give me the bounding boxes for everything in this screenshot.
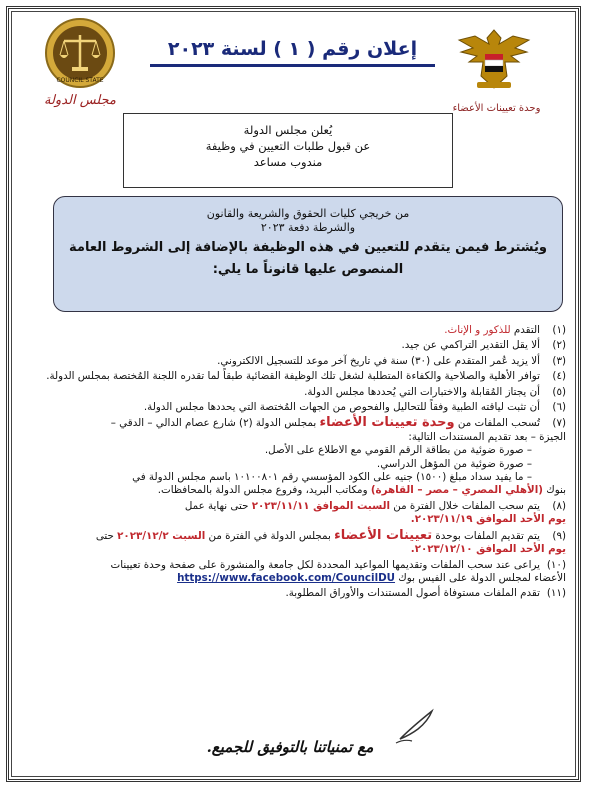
list-item-9: (٩)يتم تقديم الملفات بوحدة تعيينات الأعضاء بمجلس الدولة في الفترة من السبت ٢٠٢٣/١٢/٢ حتى يوم الأحد الموافق ٢٠٢٣/١٢/١٠. <box>95 527 566 556</box>
list-item-8: (٨)يتم سحب الملفات خلال الفترة من السبت الموافق ٢٠٢٣/١١/١١ حتى نهاية عمل يوم الأحد الموافق ٢٠٢٣/١١/١٩. <box>184 499 566 526</box>
box2-line-4: المنصوص عليها قانوناً ما يلي: <box>212 262 404 277</box>
closing-message: مع تمنياتنا بالتوفيق للجميع. <box>206 738 374 756</box>
announcement-title: إعلان رقم ( ١ ) لسنة ٢٠٢٣ <box>150 38 435 67</box>
list-item-1: (١)التقدم للذكور و الإناث. <box>444 324 566 336</box>
list-item-4: (٤)توافر الأهلية والصلاحية والكفاءة المتطلبة لشغل تلك الوظيفة القضائية طبقاً لما تقدره اللجنة المُختصة بمجلس الدولة. <box>46 370 566 383</box>
doc-item-2: – صورة ضوئية من المؤهل الدراسي. <box>376 457 532 470</box>
logo-band-text: COUNCIL STATE <box>56 77 104 84</box>
box1-line-1: يُعلن مجلس الدولة <box>243 123 333 137</box>
conditions-list <box>26 324 566 603</box>
right-caption: وحدة تعيينات الأعضاء <box>452 103 541 114</box>
list-item-10: (١٠)يراعى عند سحب الملفات وتقديمها المواعيد المحددة لكل جامعة والمنشورة على صفحة وحدة تعيينات الأعضاء لمجلس الدولة على الفيس بوك https://www.facebook.com/CouncilDU <box>110 558 566 584</box>
council-state-logo <box>30 15 130 93</box>
list-item-7: (٧)تُسحب الملفات من وحدة تعيينات الأعضاء بمجلس الدولة (٢) شارع عصام الدالي – الدقي – الجيزة – بعد تقديم المستندات التالية: – صورة ضوئية من بطاقة الرقم القومي مع الاطلاع على الأصل. – صورة ضوئية من المؤهل الدراسي. – ما يفيد سداد مبلغ (١٥٠٠) جنيه على الكود المؤسسي رقم ١٠١٠٠٨٠١ باسم مجلس الدولة في بنوك (الأهلي المصري – مصر – القاهرة) ومكاتب البريد، وفروع مجلس الدولة بالمحافظات. <box>26 416 566 497</box>
box1-line-3: مندوب مساعد <box>253 155 323 169</box>
box2-line-1: من خريجي كليات الحقوق والشريعة والقانون <box>206 207 410 220</box>
box1-line-2: عن قبول طلبات التعيين في وظيفة <box>205 139 371 153</box>
left-caption: مجلس الدولة <box>44 93 116 108</box>
facebook-link[interactable]: https://www.facebook.com/CouncilDU <box>177 571 396 584</box>
doc-item-3: – ما يفيد سداد مبلغ (١٥٠٠) جنيه على الكود المؤسسي رقم ١٠١٠٠٨٠١ باسم مجلس الدولة في <box>132 471 532 484</box>
eagle-emblem-icon <box>439 18 549 100</box>
eligibility-box <box>53 196 563 312</box>
announcement-box <box>123 113 453 188</box>
list-item-3: (٣)ألا يزيد عُمر المتقدم على (٣٠) سنة في تاريخ آخر موعد للتسجيل الالكتروني. <box>217 354 566 367</box>
box2-line-2: والشرطة دفعة ٢٠٢٣ <box>260 221 356 234</box>
list-item-5: (٥)أن يجتاز المُقابلة والاختبارات التي يُحددها مجلس الدولة. <box>304 385 566 398</box>
doc-item-1: – صورة ضوئية من بطاقة الرقم القومي مع الاطلاع على الأصل. <box>264 444 532 457</box>
list-item-2: (٢)ألا يقل التقدير التراكمي عن جيد. <box>401 339 566 352</box>
list-item-11: (١١)تقدم الملفات مستوفاة أصول المستندات والأوراق المطلوبة. <box>285 587 566 600</box>
list-item-6: (٦)أن تثبت لياقته الطبية وفقاً للتحاليل والفحوص من الجهات المُختصة التي يحددها مجلس الدولة. <box>143 401 566 414</box>
box2-line-3: ويُشترط فيمن يتقدم للتعيين في هذه الوظيفة بالإضافة إلى الشروط العامة <box>69 240 547 255</box>
